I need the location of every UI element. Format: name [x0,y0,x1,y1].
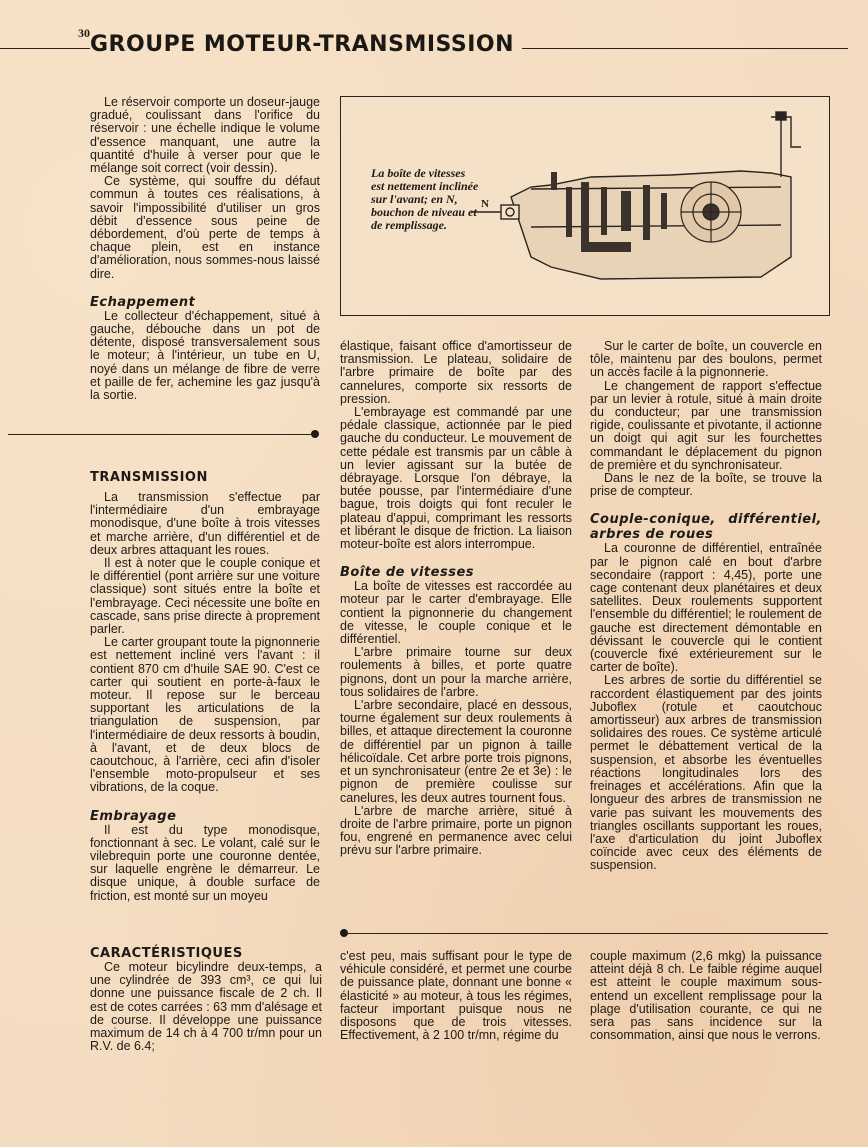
section-title-echappement: Echappement [90,294,196,310]
section-divider [8,434,312,435]
paragraph: L'arbre secondaire, placé en dessous, tourne également sur deux roulements à billes, et attaque directement la couronne de différentiel par un pignon à taille hélicoïdale. Cet arbre porte trois pignons, et un synchronisateur (entre 2e et 3e) : le pignon de première coulisse sur canelures, les deux autres tournent fous. [340,698,572,805]
figure-caption: La boîte de vitesses est nettement inclinée sur l'avant; en N, bouchon de niveau et de remplissage. [371,166,479,232]
paragraph: La boîte de vitesses est raccordée au moteur par le carter d'embrayage. Elle contient la pignonnerie du changement de vitesse, le couple conique et le différentiel. [340,579,572,647]
header-rule-left [0,48,90,49]
transmission-column [90,470,320,903]
paragraph: L'arbre primaire tourne sur deux roulements à billes, et porte quatre pignons, dont un pour la marche arrière, tous solidaires de l'arbre. [340,645,572,699]
paragraph: La couronne de différentiel, entraînée par le pignon calé en bout d'arbre secondaire (rapport : 4,45), porte une cage contenant deux planétaires et deux satellites. Deux roulements supportent l'ensemble du différentiel; le roulement de gauche est directement démontable en dévissant le couvercle qui le contient (couvercle fixé extérieurement sur le carter de boîte). [590,541,822,675]
middle-column [340,340,572,858]
section-title-embrayage: Embrayage [90,808,177,824]
page-title: GROUPE MOTEUR-TRANSMISSION [90,32,515,57]
gearbox-figure [340,96,830,316]
paragraph: Ce système, qui souffre du défaut commun à toutes ces réalisations, à savoir l'impossibilité d'utiliser un gros débit d'essence sous peine de débordement, d'où perte de temps à chaque plein, est en instance d'amélioration, nous sommes-nous laissé dire. [90,174,320,281]
divider-dot [311,430,319,438]
paragraph: Il est à noter que le couple conique et le différentiel (pont arrière sur une voiture classique) sont situés entre la boîte et l'embrayage. Ceci nécessite une boîte en cascade, sans prise directe à proprement parler. [90,556,320,637]
header-rule-right [522,48,848,49]
paragraph: Dans le nez de la boîte, se trouve la prise de compteur. [590,471,822,499]
right-column [590,340,822,873]
characteristics-column-3 [590,950,822,1042]
paragraph: Sur le carter de boîte, un couvercle en tôle, maintenu par des boulons, permet un accès facile à la pignonnerie. [590,339,822,380]
gearbox-drawing [471,107,821,305]
paragraph: L'embrayage est commandé par une pédale classique, actionnée par le pied gauche du conducteur. Le mouvement de cette pédale est transmis par un câble à un levier agissant sur la butée de débrayage. Lorsque l'on débraye, la butée pousse, par l'intermédiaire d'une bague, trois doigts qui font reculer le plateau d'appui, comprimant les ressorts et libérant le disque de friction. La liaison moteur-boîte est alors interrompue. [340,405,572,552]
characteristics-column-2 [340,950,572,1042]
paragraph: Il est du type monodisque, fonctionnant à sec. Le volant, calé sur le vilebrequin porte une couronne dentée, sur laquelle engrène le démarreur. Le disque unique, à double surface de friction, est monté sur un moyeu [90,822,320,903]
section-title-boite: Boîte de vitesses [340,565,474,581]
paragraph: La transmission s'effectue par l'intermédiaire d'un embrayage monodisque, d'une boîte à trois vitesses et marche arrière, d'un différentiel et de deux arbres attaquant les roues. [90,490,320,557]
paragraph: c'est peu, mais suffisant pour le type de véhicule considéré, et permet une courbe de puissance plate, donnant une bonne « élasticité » au moteur, à tous les régimes, facteur important puisque nous ne disposons que de trois vitesses. Effectivement, à 2 100 tr/mn, régime du [340,949,572,1043]
section-divider [348,933,828,934]
characteristics-column-1 [90,946,322,1053]
section-title-couple: Couple-conique, différentiel, arbres de roues [590,512,822,543]
section-title-caracteristiques: CARACTÉRISTIQUES [90,946,243,961]
paragraph: Le collecteur d'échappement, situé à gauche, débouche dans un pot de détente, disposé transversalement sous le moteur; à l'intérieur, un tube en U, noyé dans un mélange de fibre de verre et paille de fer, achemine les gaz jusqu'à la sortie. [90,308,320,403]
page-header [0,32,868,62]
page-number: 30 [78,26,90,40]
paragraph: élastique, faisant office d'amortisseur de transmission. Le plateau, solidaire de l'arbre primaire de boîte par des cannelures, comporte six ressorts de pression. [340,339,572,406]
paragraph: Les arbres de sortie du différentiel se raccordent élastiquement par des joints Juboflex (rotule et caoutchouc amortisseur) aux arbres de transmission solidaires des roues. Ce système articulé permet le débattement vertical de la suspension, et absorbe les éventuelles réactions longitudinales lors des freinages et accélérations. Afin que la longueur des arbres de transmission ne varie pas suivant les mouvements des triangles oscillants supportant les roues, l'axe d'articulation du joint Juboflex coïncide avec ceux des éléments de suspension. [590,673,822,873]
paragraph: Ce moteur bicylindre deux-temps, a une cylindrée de 393 cm³, ce qui lui donne une puissance fiscale de 2 ch. Il est de cotes carrées : 63 mm d'alésage et de course. Il développe une puissance maximum de 14 ch à 4 700 tr/mn pour un R.V. de 6.4; [90,960,322,1054]
paragraph: L'arbre de marche arrière, situé à droite de l'arbre primaire, porte un pignon fou, engrené en permanence avec celui prévu sur l'arbre primaire. [340,803,572,858]
divider-dot [340,929,348,937]
section-title-transmission: TRANSMISSION [90,470,208,485]
paragraph: Le carter groupant toute la pignonnerie est nettement incliné vers l'avant : il contient 870 cm d'huile SAE 90. C'est ce carter qui soutient en porte-à-faux le moteur. Il repose sur le berceau supportant les articulations de la triangulation de suspension, par l'intermédiaire de deux ressorts à boudin, à l'avant, et de deux blocs de caoutchouc, à l'arrière, ceci afin d'isoler l'ensemble moto-propulseur et ses vibrations, de la coque. [90,635,320,795]
paragraph: Le réservoir comporte un doseur-jauge gradué, coulissant dans l'orifice du réservoir : une échelle indique le volume d'essence manquant, une autre la quantité d'huile à verser pour que le mélange soit correct (voir dessin). [90,95,320,176]
intro-column [90,96,320,402]
paragraph: Le changement de rapport s'effectue par un levier à rotule, situé à main droite du conducteur; par une transmission rigide, coulissante et pivotante, il actionne un doigt qui agit sur les fourchettes commandant le déplacement du pignon de première et du synchronisateur. [590,378,822,472]
level-plug-label: N [481,198,489,210]
paragraph: couple maximum (2,6 mkg) la puissance atteint déjà 8 ch. Le faible régime auquel est atteint le couple maximum sous-entend un excellent remplissage pour la plage d'utilisation courante, ce qui ne sera pas sans incidence sur la consommation, ainsi que nous le verrons. [590,949,822,1043]
